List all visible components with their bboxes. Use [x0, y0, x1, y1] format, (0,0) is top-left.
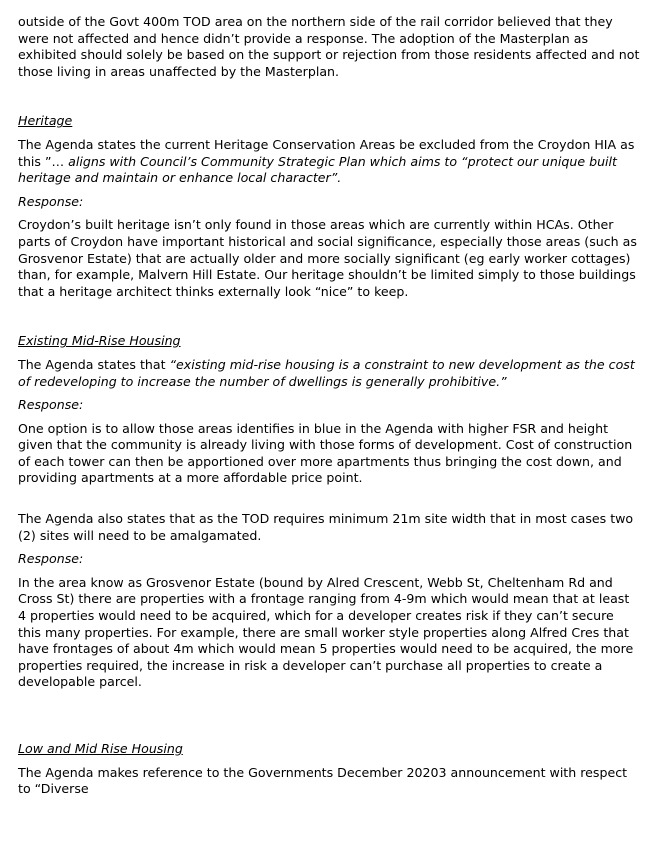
midrise-response2: In the area know as Grosvenor Estate (bound by Alred Crescent, Webb St, Cheltenham Rd and Cross St) there are properties with a frontage ranging from 4-9m which would mean that at least 4 properties would need to be acquired, which for a developer creates risk if they can’t secure this many properties. For example, there are small worker style properties along Alfred Cres that have frontages of about 4m which would mean 5 properties would need to be acquired, the more properties required, the increase in risk a developer can’t purchase all properties to create a developable parcel.: [18, 574, 634, 690]
midrise-response2-label: Response:: [18, 551, 84, 567]
midrise-response-label: Response:: [18, 397, 84, 413]
midrise-agenda-quote: “existing mid-rise housing is a constraint to new development as the cost of redeveloping to increase the number of dwellings is generally prohibitive.”: [18, 356, 635, 389]
midrise-agenda-text: The Agenda states that: [18, 356, 170, 372]
document-page: [18, 14, 640, 798]
lowmid-text: The Agenda makes reference to the Governments December 20203 announcement with respect to “Diverse: [18, 764, 628, 797]
heritage-heading: Heritage: [18, 113, 73, 129]
heritage-response: Croydon’s built heritage isn’t only found in those areas which are currently within HCAs. Other parts of Croydon have important historical and social significance, especially those areas (such as Grosvenor Estate) that are actually older and more socially significant (eg early worker cottages) than, for example, Malvern Hill Estate. Our heritage shouldn’t be limited simply to those buildings that a heritage architect thinks externally look “nice” to keep.: [18, 217, 637, 299]
intro-paragraph: outside of the Govt 400m TOD area on the northern side of the rail corridor believed that they were not affected and hence didn’t provide a response. The adoption of the Masterplan as exhibited should solely be based on the support or rejection from those residents affected and not those living in areas unaffected by the Masterplan.: [18, 14, 640, 79]
midrise-agenda-paragraph: [18, 357, 640, 390]
midrise-agenda2: The Agenda also states that as the TOD requires minimum 21m site width that in most cases two (2) sites will need to be amalgamated.: [18, 511, 634, 543]
heritage-agenda-quote: aligns with Council’s Community Strategic Plan which aims to “protect our unique built heritage and maintain or enhance local character”.: [18, 153, 617, 186]
heritage-agenda-paragraph: [18, 137, 640, 187]
midrise-response: One option is to allow those areas identifies in blue in the Agenda with higher FSR and height given that the community is already living with those forms of development. Cost of construction of each tower can then be apportioned over more apartments thus bringing the cost down, and providing apartments at a more affordable price point.: [18, 420, 633, 486]
lowmid-heading: Low and Mid Rise Housing: [18, 741, 183, 756]
heritage-response-label: Response:: [18, 193, 84, 209]
heritage-agenda-text: The Agenda states the current Heritage Conservation Areas be excluded from the Croydon HIA as this ”…: [18, 136, 635, 169]
midrise-heading: Existing Mid-Rise Housing: [18, 333, 181, 349]
